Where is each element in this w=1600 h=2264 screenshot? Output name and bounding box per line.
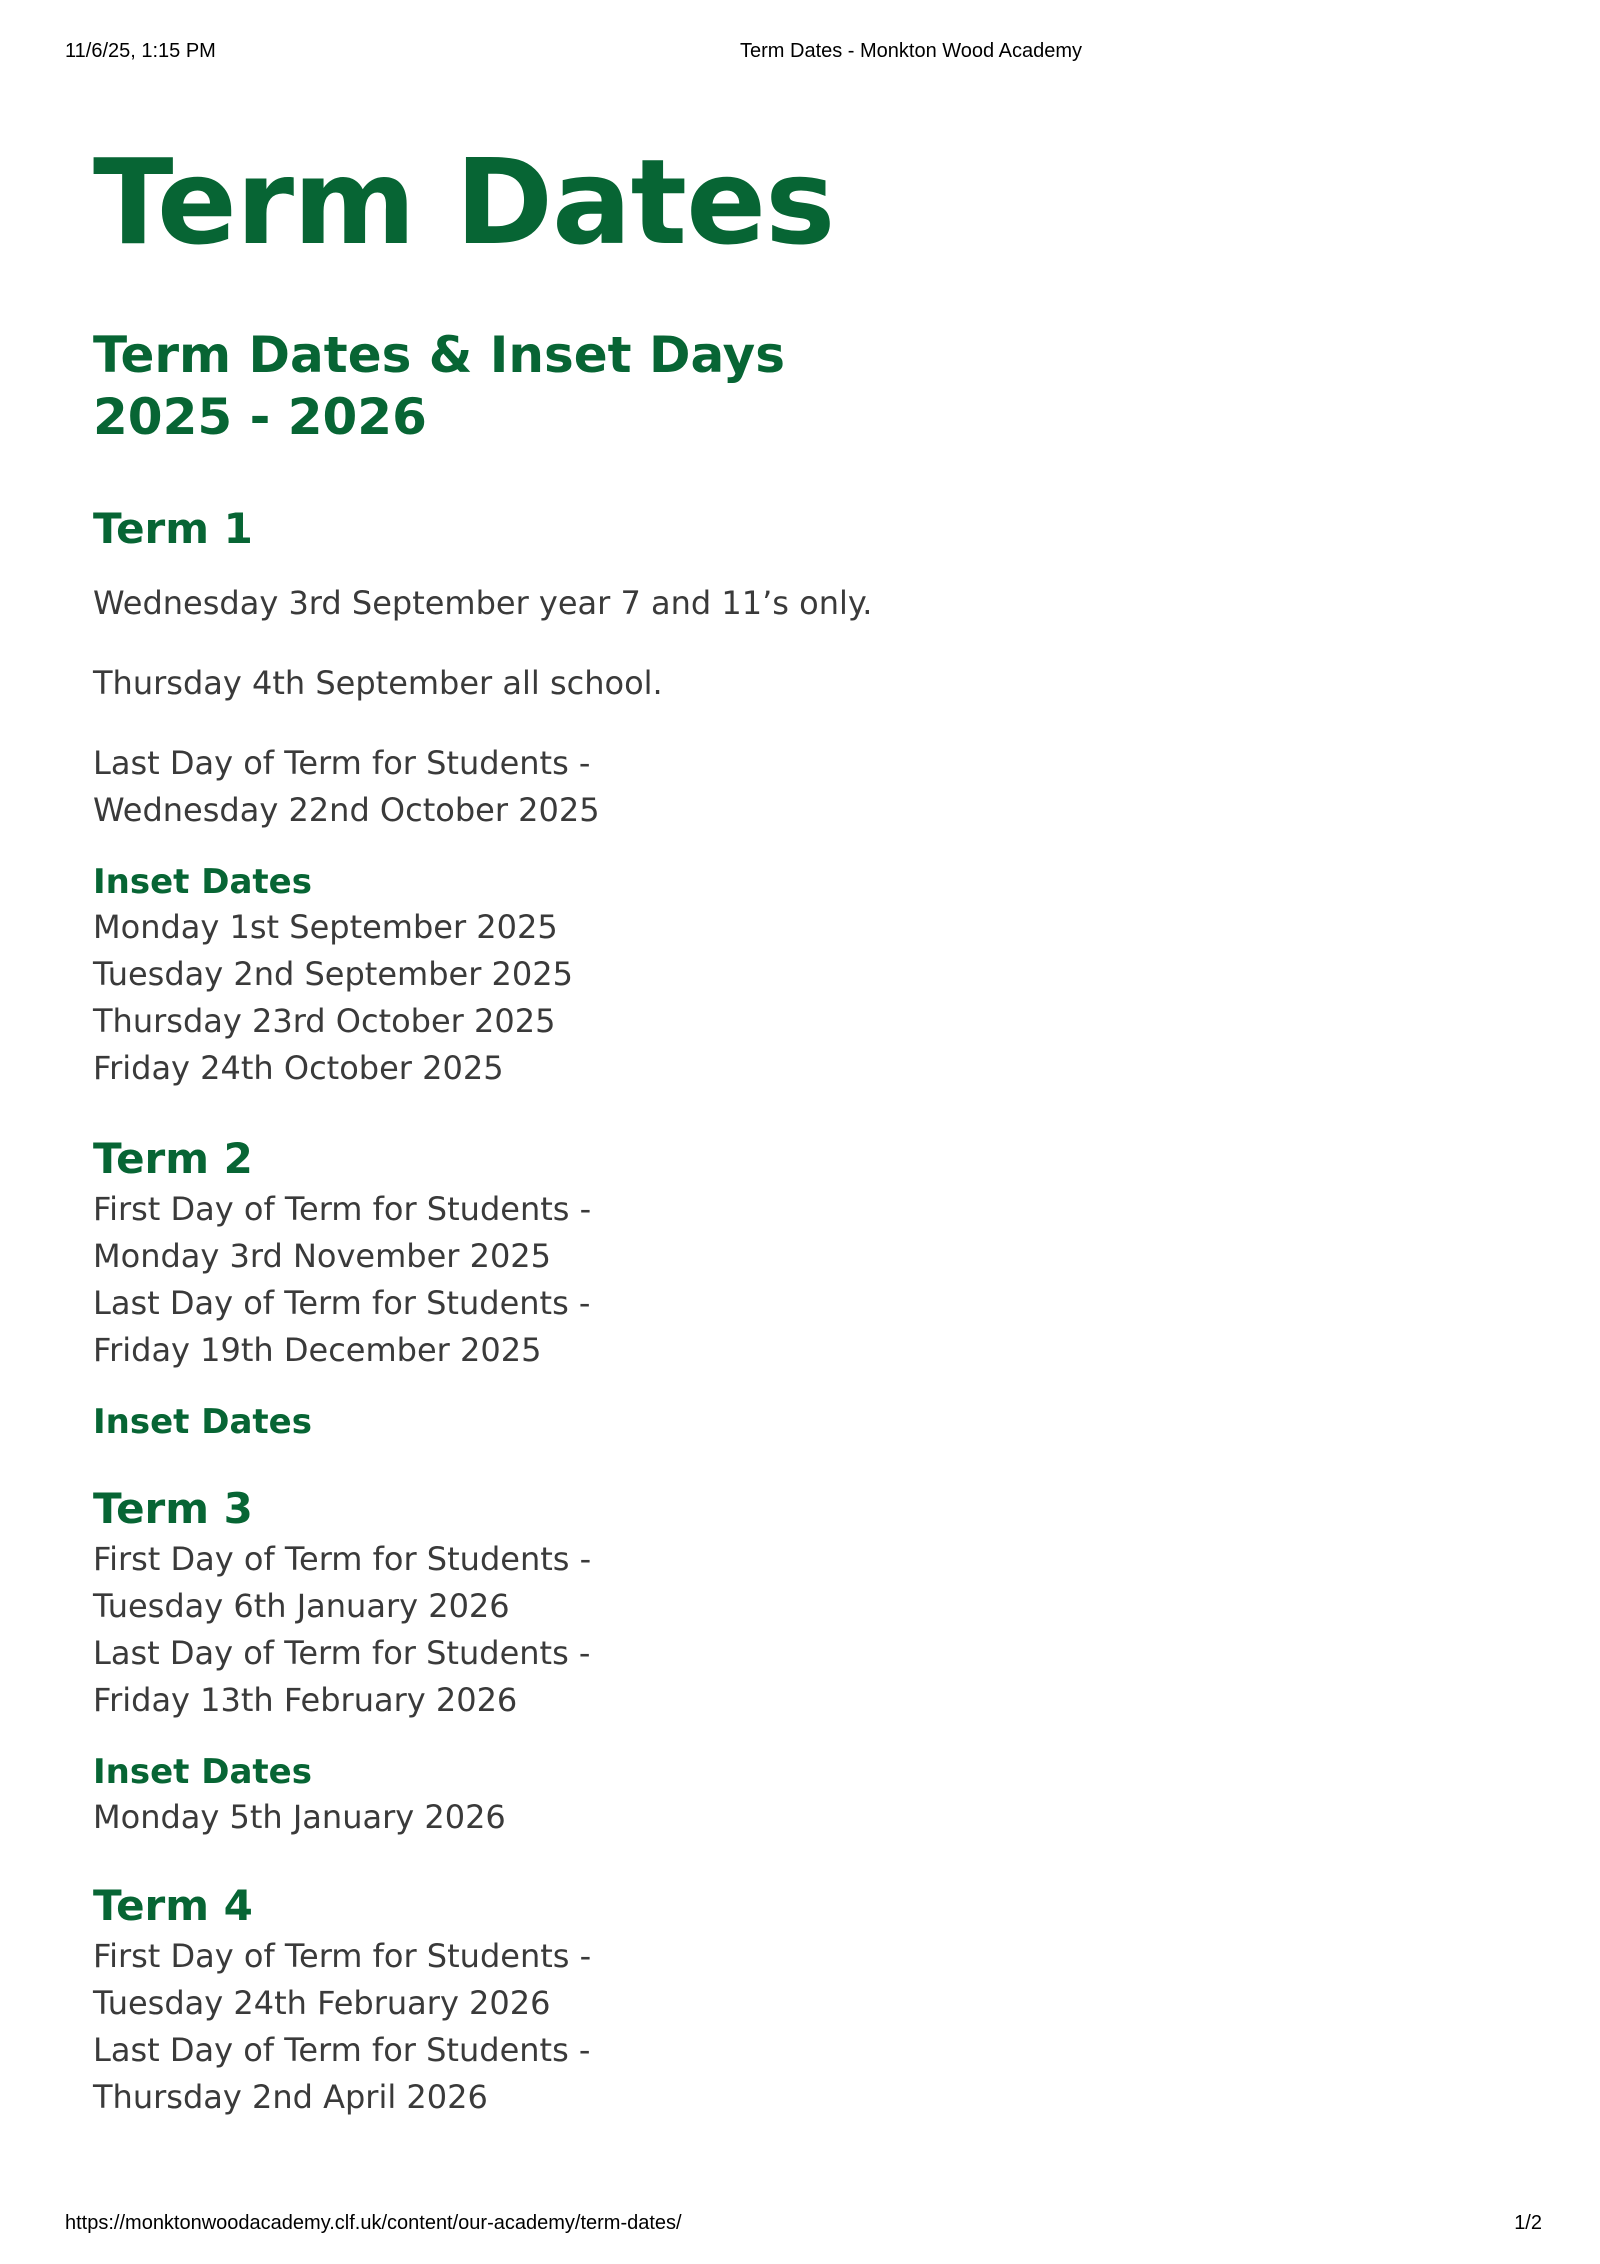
term-3-line: First Day of Term for Students - [93, 1540, 592, 1578]
main-content [93, 132, 1293, 2121]
page-url: https://monktonwoodacademy.clf.uk/content/our-academy/term-dates/ [65, 2212, 682, 2234]
term-3-section [93, 1482, 1293, 1841]
term-3-inset-heading: Inset Dates [93, 1752, 312, 1792]
term-2-line: First Day of Term for Students - [93, 1190, 592, 1228]
term-4-line: Last Day of Term for Students - [93, 2031, 591, 2069]
term-4-line: First Day of Term for Students - [93, 1937, 592, 1975]
term-1-inset-date: Friday 24th October 2025 [93, 1049, 504, 1087]
term-1-paragraph-2: Thursday 4th September all school. [93, 664, 663, 702]
print-footer [0, 2212, 1600, 2240]
term-4-heading: Term 4 [93, 1881, 253, 1930]
term-3-line: Last Day of Term for Students - [93, 1634, 591, 1672]
term-4-line: Tuesday 24th February 2026 [93, 1984, 551, 2022]
term-1-inset-list [93, 904, 1293, 1092]
term-1-last-day [93, 740, 1293, 834]
term-1-section [93, 502, 1293, 1092]
print-timestamp: 11/6/25, 1:15 PM [65, 40, 216, 62]
term-3-inset-date: Monday 5th January 2026 [93, 1798, 506, 1836]
term-1-inset-date: Thursday 23rd October 2025 [93, 1002, 556, 1040]
term-1-heading: Term 1 [93, 504, 253, 553]
print-header [0, 40, 1600, 68]
print-page-title: Term Dates - Monkton Wood Academy [740, 40, 1082, 62]
page-title: Term Dates [93, 133, 835, 271]
term-1-inset-date: Monday 1st September 2025 [93, 908, 558, 946]
term-1-paragraph-1: Wednesday 3rd September year 7 and 11’s only. [93, 584, 873, 622]
term-1-line-2: Wednesday 22nd October 2025 [93, 791, 600, 829]
term-1-inset-heading: Inset Dates [93, 862, 312, 902]
term-2-line: Monday 3rd November 2025 [93, 1237, 552, 1275]
term-4-section [93, 1879, 1293, 2121]
page-number: 1/2 [1514, 2212, 1542, 2234]
subtitle-line-2: 2025 - 2026 [93, 388, 427, 446]
subtitle-line-1: Term Dates & Inset Days [93, 326, 786, 384]
term-3-heading: Term 3 [93, 1484, 253, 1533]
term-4-line: Thursday 2nd April 2026 [93, 2078, 488, 2116]
term-2-line: Friday 19th December 2025 [93, 1331, 542, 1369]
term-2-heading: Term 2 [93, 1134, 253, 1183]
term-3-line: Tuesday 6th January 2026 [93, 1587, 510, 1625]
section-subtitle [93, 324, 1293, 448]
term-2-section [93, 1132, 1293, 1444]
term-3-line: Friday 13th February 2026 [93, 1681, 518, 1719]
term-1-line-1: Last Day of Term for Students - [93, 744, 591, 782]
term-2-inset-heading: Inset Dates [93, 1402, 312, 1442]
term-1-inset-date: Tuesday 2nd September 2025 [93, 955, 573, 993]
term-2-line: Last Day of Term for Students - [93, 1284, 591, 1322]
